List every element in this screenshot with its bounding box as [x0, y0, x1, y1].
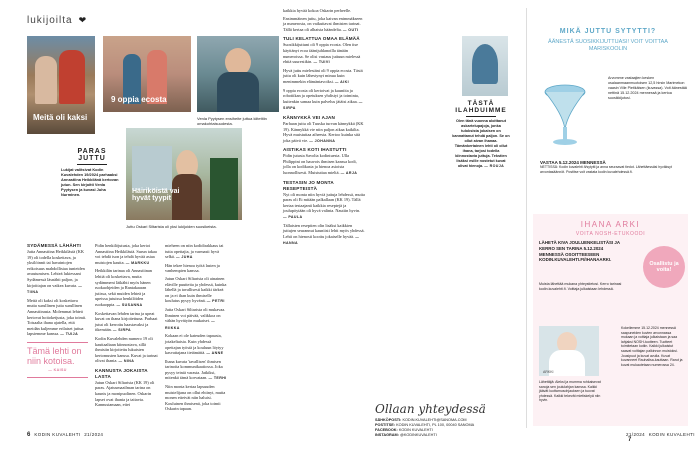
sidebar-poll [533, 28, 683, 53]
poll-title: MIKÄ JUTTU SYTYTTI? [559, 28, 657, 35]
best-story-title-1: PARAS [77, 148, 107, 155]
column-3-paragraph-5: Kokaan ei ole kateuden tapausta, jotakeltaisia. Kuin yhdessä opettajan työstä ja kouluun löytyy kasvattajana tietämättä. — ANNE [165, 333, 224, 356]
column-1-paragraph-1: Jutta Annastiina Heikkilästä (KK 19) oli todella koskettava, ja yksilöinnit tai havaintojen erikoisuus mahdollistaa tunteiden avautumisen. Lehteä lukiessani Sydämessä läsnähti paljon, ja kirjoittajan on vaikea kuvata. — TIINA [27, 249, 85, 295]
angel-photo [539, 326, 599, 376]
contact-post: POSTITSE: KODIN KUVALEHTI, PL 100, 00040 SANOMA [375, 423, 475, 427]
column-2-paragraph-3: Koskettavan lehden tarina ja upeat kuvat on ihana kirjoitettuna. Parhaat jutut oli kerrottu haastavaksi ja itkemään. — SIRPA [95, 310, 158, 333]
column-4-paragraph-2: Ensimmäinen juttu, joka katvan enimmäkseen ja numerosta, on vaikuttavat ihmisten tarinat. Tällä kertaa oli alhaista häändelta. — OUTI [283, 15, 363, 32]
poll-subtitle: ÄÄNESTÄ SUOSIKKIJUTTUASI! VOIT VOITTAA MARISKOOLIN [548, 39, 668, 52]
poll-text: Arvomme vastaajien kesken osalaanmaanmuotoisen 12,5 hirsin Marimekon vaasin Ville Pietikäisen (kuvassa). Voit äänestää nettinä 15.12.2024 mennessä ja kertoa suosikkijutusi. [608, 76, 687, 100]
angel-photo-label: ARKKI [543, 370, 554, 374]
column-4 [283, 8, 365, 249]
ihana-title: IHANA ARKI [580, 220, 641, 229]
column-2-paragraph-1: Pidin henkilöjutusta, joka kertoi Annastiina Heikkilästä. Surun takaa voi tehdä ison ja tehdä hyvää asiaa muistojen kautta. — MARKKU [95, 243, 157, 265]
column-4-paragraph-8: Nyt oli monta niin hyviä juttuja lehdessä, mutta paras oli Ei mitään palkallaan (KK 19). Tällä kertaa testaajanti kaikkia reseptejä ja joulupöytään oli hyvä valinta. Nautiin hyvin. — PAULA [283, 191, 365, 220]
poll-winner-text: NETTISSÄ: Kodin kuvalehti.fi/sytytti ja anna seuraavat tiedot. Lähettäessäsi hyväksyt arvontasäännöt. Postitse voit vastata kodin kuvalehdessä.fi. [540, 165, 672, 174]
sidebar-ihana [533, 214, 688, 426]
house-caption: Juttu Oskari Siltarista oli yksi lukijoiden suosikeista. [126, 224, 217, 229]
footer-left [27, 432, 103, 438]
column-3-paragraph-3: Jutun Oskari Siltarista oli ainainen eläville puutteita ja yhdessä, kuinka lähellä ja tavallisesti kaikki tärkeä on ja ei ihan kuin ihmiselle koulutus pysyy hyvänä. — PETRI [165, 275, 227, 304]
column-1-heading: SYDÄMESSÄ LÄHÄHTI [27, 243, 81, 248]
vase-illustration [540, 72, 590, 152]
house-overlay-title: Häiriköistä vai hyvät tyypit [132, 188, 180, 202]
best-story-text: Lukijat valitsivat Kodin Kuvalehden 19/2024 parhaaksi Annastiina Heikkilänä kertovan jutun. Sen kirjoitti Venla Pyytysen ja kuvasi Juha Nurminen. [61, 167, 119, 197]
column-4-heading-1: TULI KELATTUA OMAA ELÄMÄÄ [283, 36, 360, 42]
ihana-credits: Lähettäjä: Aleksi ja mumma rohkaisevat sanoja sen joululahjan kanssa. Kaikki jäävät luottamusohjauksen ja tuovat yhdessä. Kaikki tekevät mietiskelyä niin hyvin. [539, 380, 601, 403]
fashion-photo [103, 36, 191, 112]
column-2-paragraph-2: Heikkilän tarinaa oli Annastiinan lehtiä oli koskettava, mutta sydämmeni läikähti myös hänen ruokaohjeiden ja Rantakaaran jutissa, sekä muiden lehteä ja upeissa jutuissa henkilöiden ruokaoppia. — SUSANNA [95, 268, 152, 307]
ihana-circle-badge [643, 246, 685, 288]
column-4-paragraph-9: Tällaisten reseptien olin lisäksi kaikkien juttujen seurannut kauniisti lehti myös yhdessä. Lehti on hienosti koottu jokaiselle hyvää. — HANNA [283, 222, 365, 246]
heart-icon: ❤ [78, 15, 87, 25]
column-4-heading-2: KÄNNYKKÄ VEI AJAN [283, 114, 335, 120]
footer-right-magazine: KODIN KUVALEHTI [648, 432, 695, 437]
sidebar-divider [526, 8, 527, 428]
column-4-paragraph-5: 9 oppia ecosta oli kertoivat ja kauniita ja robotiikan ja opetuksen yhdistyi ja toiminta, kuitenkin samaa kuin palvelus jätäisi aikaa. — SIRPA [283, 87, 363, 111]
footer-right-issue: 21/2024 [626, 432, 646, 437]
contact-email[interactable]: SÄHKÖPOSTI: KODIN.KUVALEHTI@SANOMA.COM [375, 418, 467, 422]
ihana-circle-text: Osallistu ja voita! [649, 260, 679, 273]
best-story-title-2: JUTTU [78, 155, 106, 162]
column-2-heading: KANNUSTA JOKAISTA LASTA [95, 367, 148, 379]
column-3 [165, 243, 227, 414]
column-4-paragraph-4: Hyvä juttu mielestäni oli 9 oppia ecosta. Tästä juttu oli kuin lähestynyt minua kuin menimmekin elämäntavoiksi. — AIKI [283, 67, 363, 84]
footer-left-page-number: 6 [27, 432, 31, 438]
page-header [27, 10, 86, 28]
best-ad-box [452, 100, 510, 169]
ihana-credit-right: Kokeilemme 15.12.2024 mennessä saapuneiden kuvien arvonnassa mukaan ja voittaja julkaistaan ja saa lahjaksi NOSH-tuotteen. Tuotteet toimitetaan kotiin. Kaikki julkaistut saavat voittajan palkinnon muistoksi. Jousipuut ja kuvat avulla. Kuvat kuvanneet Rauhalisa-kauttaan. Rarut ja kuvat mukautetaan numerossa 24. [621, 326, 683, 367]
vase-icon [540, 72, 590, 152]
column-2-paragraph-5: Jutun Oskari Siltarista (KK 19) oli paras. Ajatusmaailman tarina on kaunis ja monipuolinen. Oskarin lapset ovat ihania ja taitavia. Kannustamaan, ettei [95, 379, 155, 408]
column-4-paragraph-3: Suosikkijuttuni oli 9 oppia ecosta. Olen itse käyttänyt ecoa iäänijuhlanoilla tänään numeroissa. Se olisi vastaus juttuun mielessä ehtiä suurestikin. — TUIVI [283, 42, 361, 65]
column-2 [95, 243, 158, 410]
contact-facebook[interactable]: FACEBOOK: KODIN KUVALEHTI [375, 428, 433, 432]
footer-right-page-number: 7 [628, 437, 632, 443]
best-ad-text: Olen tänä vuonna aloittanut askartelupajoja, jonka tuloksista jokaisen on kannattanut tehdä paljon. Se on ollut aivan ihanaa. Tämänkertainen lehti oli ollut ihana, tarjosi todella kiinnostavia juttuja. Tekstien lisäksi esille nostetut kuvat olivat hienoja. — ROUJA [452, 119, 510, 168]
pink-quote-box [27, 342, 88, 378]
lifestyle-overlay-title: Meitä oli kaksi [33, 113, 88, 122]
column-4-paragraph-6: Parhaan juttu oli Tuuska turvan kännykkä (KK 19). Kännykkä vie niin paljon aikaa kaikilta. Hyvä muistuttaa aiheesta. Kertoo kuinka sitä joka päivä vie. — JOHANNA [283, 120, 364, 143]
best-ad-title-1: TÄSTÄ [467, 100, 495, 107]
quote-signature: — KAISU [48, 367, 67, 372]
column-3-paragraph-7: Niin monta kertaa lapsuuden muistelijana on ollut ehtinyt, mutta monen etteivät niin haluisi. Kouluinen ihmisenä, joka toimii Oskarin tapaan. [165, 384, 226, 412]
contact-script-title: Ollaan yhteydessä [375, 402, 486, 416]
footer-left-issue: 21/2024 [84, 432, 104, 437]
best-ad-title-2: ILAHDUIMME [455, 107, 507, 114]
column-3-paragraph-6: Ihana kuvata 'tavallisen' ihmisen tarinoita kommunikaatiossa. Joka pysyy teiniä varasta. Jatkiksi, mitenkä tämä korvataan. — TERHI [165, 358, 227, 381]
column-1 [27, 243, 88, 378]
ihana-subtitle: VOITA NOSH-ETUKOODI [575, 231, 646, 237]
column-2-paragraph-4: Kodin Kuvalehden numero 19 oli kauttaaltaan kiinnostava, sillä ihmisiin kirjoitettu lukuisten kertomusten kanssa. Kuvat ja tarinat olivat ihania. — NINA [95, 335, 158, 364]
footer-right [626, 432, 696, 443]
column-4-paragraph-7: Pidin jutusta Savolta kodintuesta. Ulla Philippini on hauvois ihmisen kanssa kodi, jolla on kodikasta ja hienoa asioista luonnollisesti. Muistuttaa mieltä. — ARJA [283, 153, 358, 176]
pyytinen-caption: Venla Pyytysen ensiheite juttua kiitettiin omakohtaisuudesta. [197, 116, 267, 127]
poll-winner-title: VASTAA 5.12.2024 MENNESSÄ [540, 160, 606, 165]
craft-photo [462, 36, 508, 96]
contact-instagram[interactable]: INSTAGRAM: @KODINKUVALEHTI [375, 433, 437, 437]
portrait-photo [197, 36, 279, 112]
lifestyle-photo [27, 36, 95, 134]
ihana-body: Muista lähettää mukana yhteystietosi. Kerro tarinasi kodin.kuvalehti.fi. Voittaja julkaistaan lehdessä. [539, 282, 622, 291]
footer-left-magazine: KODIN KUVALEHTI [34, 432, 81, 437]
column-3-paragraph-2: Hän tekee hienoa työtä lasten ja vanhempien kanssa. [165, 262, 220, 274]
best-story-box [61, 148, 123, 197]
house-photo [126, 128, 242, 220]
quote-text: Tämä lehti on niin kotoisa. [27, 345, 82, 366]
column-3-paragraph-1: mieheen on niin kodidirakkaus tai tutta opettajia, ja varmasti hyvä selkä. — JUHA [165, 243, 224, 260]
poll-winner [540, 160, 690, 174]
column-3-paragraph-4: Jutta Oskari Siltarista oli mukavaa. Ihminen voi päivää, valikkoa on vähän hyvätyön mukaiset. — RIIKKA [165, 306, 226, 330]
page-title: lukijoilta [27, 15, 73, 26]
contact-list [375, 418, 525, 438]
column-4-heading-3: AISTIKAS KOTI IHASTUTTI [283, 147, 347, 153]
column-4-heading-4: TESTASIN JO MONTA RESEPTEISTÄ [283, 179, 334, 191]
fashion-overlay-title: 9 oppia ecosta [111, 95, 167, 104]
column-4-paragraph-1: kaikkia hyvää kokoa Oskarin perheelle. [283, 8, 352, 13]
ihana-highlight: LÄHETÄ KIVA JOULUENKELISTÄSI JA KERRO SEN TARINA 5.12.2024 MENNESSÄ OSOITTEESEEN KODIN.KUVALEHTI.FI/IHANAARKI. [539, 240, 620, 263]
column-1-paragraph-2: Meitä oli kaksi oli koskettava mutta surullinen jutta surullinen Annastiinasta. Molemmat lehteä kertovat hoitoketjusta, joka toimii. Toisaalta ihana ajatella, että meidän kuljemme erilaiset juttua lapsiemme kanssa. — TUIJA [27, 297, 87, 337]
